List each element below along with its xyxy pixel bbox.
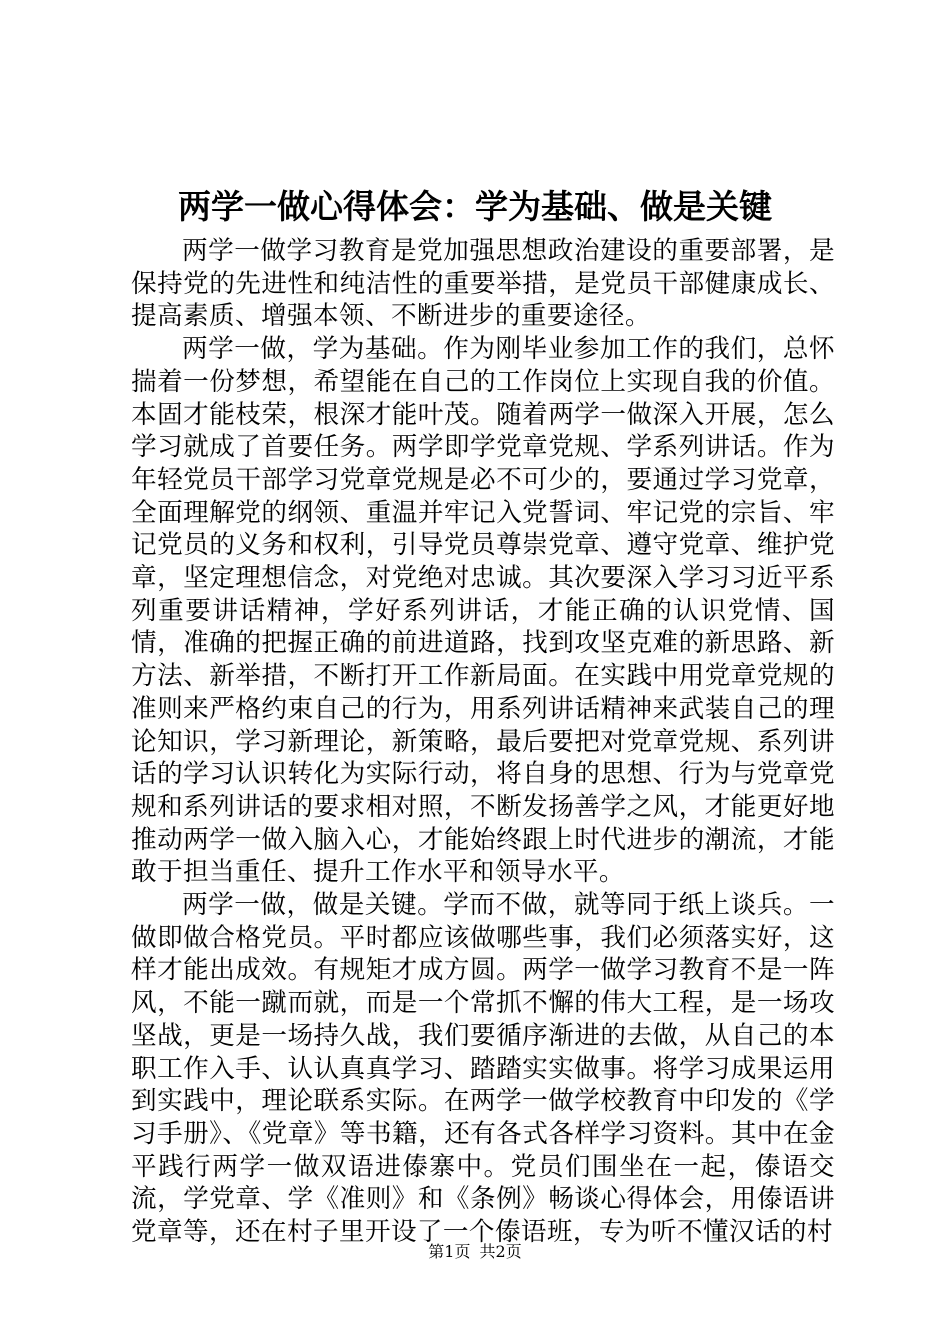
document-body xyxy=(131,235,835,1249)
page-footer xyxy=(0,1241,950,1263)
page-total: 共2页 xyxy=(479,1242,522,1261)
page-number: 第1页 xyxy=(428,1242,471,1261)
document-title: 两学一做心得体会：学为基础、做是关键 xyxy=(178,187,772,226)
paragraph-study: 两学一做，学为基础。作为刚毕业参加工作的我们，总怀揣着一份梦想，希望能在自己的工作岗位上实现自我的价值。本固才能枝荣，根深才能叶茂。随着两学一做深入开展，怎么学习就成了首要任务。两学即学党章党规、学系列讲话。作为年轻党员干部学习党章党规是必不可少的，要通过学习党章，全面理解党的纲领、重温并牢记入党誓词、牢记党的宗旨、牢记党员的义务和权利，引导党员尊崇党章、遵守党章、维护党章，坚定理想信念，对党绝对忠诚。其次要深入学习习近平系列重要讲话精神，学好系列讲话，才能正确的认识党情、国情，准确的把握正确的前进道路，找到攻坚克难的新思路、新方法、新举措，不断打开工作新局面。在实践中用党章党规的准则来严格约束自己的行为，用系列讲话精神来武装自己的理论知识，学习新理论，新策略，最后要把对党章党规、系列讲话的学习认识转化为实际行动，将自身的思想、行为与党章党规和系列讲话的要求相对照，不断发扬善学之风，才能更好地推动两学一做入脑入心，才能始终跟上时代进步的潮流，才能敢于担当重任、提升工作水平和领导水平。 xyxy=(131,334,835,888)
paragraph-practice: 两学一做，做是关键。学而不做，就等同于纸上谈兵。一做即做合格党员。平时都应该做哪些事，我们必须落实好，这样才能出成效。有规矩才成方圆。两学一做学习教育不是一阵风，不能一蹴而就，而是一个常抓不懈的伟大工程，是一场攻坚战，更是一场持久战，我们要循序渐进的去做，从自己的本职工作入手、认认真真学习、踏踏实实做事。将学习成果运用到实践中，理论联系实际。在两学一做学校教育中印发的《学习手册》、《党章》等书籍，还有各式各样学习资料。其中在金平践行两学一做双语进傣寨中。党员们围坐在一起，傣语交流，学党章、学《准则》和《条例》畅谈心得体会，用傣语讲党章等，还在村子里开设了一个傣语班，专为听不懂汉话的村 xyxy=(131,890,835,1248)
paragraph-intro: 两学一做学习教育是党加强思想政治建设的重要部署，是保持党的先进性和纯洁性的重要举措，是党员干部健康成长、提高素质、增强本领、不断进步的重要途径。 xyxy=(131,236,835,332)
